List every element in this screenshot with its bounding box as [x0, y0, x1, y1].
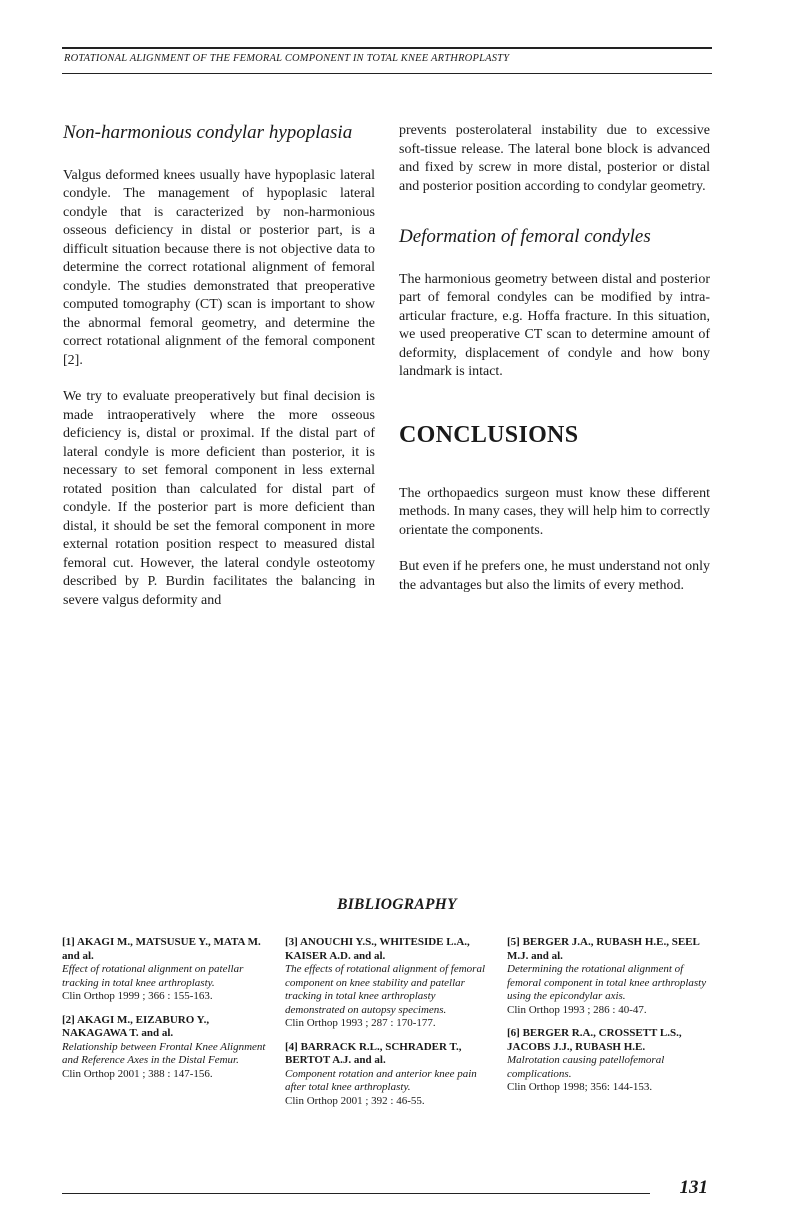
- bib-source: Clin Orthop 2001 ; 392 : 46-55.: [285, 1094, 425, 1107]
- paragraph: The harmonious geometry between distal and posterior part of femoral condyles can be modified by intra-articular fracture, e.g. Hoffa fracture. In this situation, we used preoperative CT scan to determine amount of deformity, displacement of condyle and how bony landmark is intact.: [399, 271, 710, 380]
- conclusions-heading: CONCLUSIONS: [399, 421, 579, 448]
- right-column: [399, 122, 710, 613]
- bib-source: Clin Orthop 2001 ; 388 : 147-156.: [62, 1067, 213, 1080]
- bib-source: Clin Orthop 1998; 356: 144-153.: [507, 1081, 653, 1093]
- bibliography-entry: [507, 1027, 711, 1095]
- bibliography-column: [285, 936, 489, 1118]
- bib-source: Clin Orthop 1993 ; 286 : 40-47.: [507, 1003, 647, 1016]
- bibliography-entry: [285, 936, 489, 1031]
- bib-title: Malrotation causing patellofemoral complications.: [507, 1054, 665, 1080]
- section-heading-deformation: Deformation of femoral condyles: [399, 226, 651, 247]
- section-heading-hypoplasia: Non-harmonious condylar hypoplasia: [63, 122, 353, 143]
- bib-source: Clin Orthop 1999 ; 366 : 155-163.: [62, 990, 213, 1002]
- bibliography-entry: [285, 1041, 489, 1109]
- bibliography-entry: [62, 1014, 266, 1082]
- footer-rule: [62, 1193, 650, 1194]
- page-number: 131: [679, 1177, 708, 1198]
- paragraph: Valgus deformed knees usually have hypoplasic lateral condyle. The management of hypoplasic lateral condyle that is caracterized by non-harmonious osseous deficiency in distal or posterior part, is a difficult situation because there is not objective data to determine the correct rotational alignment of femoral condyle. The studies demonstrated that preoperative computed tomography (CT) scan is important to show the abnormal femoral geometry, and determine the correct rotational alignment of the femoral component [2].: [63, 167, 375, 368]
- bibliography-entry: [62, 936, 266, 1004]
- bib-title: Effect of rotational alignment on patellar tracking in total knee arthroplasty.: [62, 963, 244, 989]
- bib-title: Component rotation and anterior knee pain after total knee arthroplasty.: [285, 1067, 477, 1093]
- paragraph: We try to evaluate preoperatively but final decision is made intraoperatively where the more osseous deficiency is, distal or proximal. If the distal part of lateral condyle is more deficient than posterior, it is necessary to set femoral component in less external rotated position than calculated for distal part of condyle. If the posterior part is more deficient than distal, it should be set the femoral component in more external rotation position respect to measured distal femoral cut. However, the lateral condyle osteotomy described by P. Burdin facilitates the balancing in severe valgus deformity and: [63, 389, 375, 608]
- bib-authors: [5] BERGER J.A., RUBASH H.E., SEEL M.J. and al.: [507, 936, 700, 962]
- bib-authors: [4] BARRACK R.L., SCHRADER T., BERTOT A.J. and al.: [285, 1040, 462, 1066]
- bib-title: The effects of rotational alignment of femoral component on knee stability and patellar tracking in total knee arthroplasty demonstrated on autopsy specimens.: [285, 963, 486, 1016]
- bib-authors: [6] BERGER R.A., CROSSETT L.S., JACOBS J.J., RUBASH H.E.: [507, 1027, 682, 1053]
- header-rule-top: [62, 47, 712, 49]
- bib-title: Determining the rotational alignment of femoral component in total knee arthroplasty using the epicondylar axis.: [507, 963, 707, 1002]
- bib-authors: [2] AKAGI M., EIZABURO Y., NAKAGAWA T. and al.: [62, 1013, 210, 1039]
- paragraph-continuation: prevents posterolateral instability due to excessive soft-tissue release. The lateral bone block is advanced and fixed by screw in more distal, posterior or distal and posterior position according to condylar geometry.: [399, 123, 710, 194]
- header-rule-bottom: [62, 73, 712, 74]
- bib-authors: [1] AKAGI M., MATSUSUE Y., MATA M. and al.: [62, 936, 261, 962]
- bib-title: Relationship between Frontal Knee Alignment and Reference Axes in the Distal Femur.: [62, 1040, 266, 1066]
- bib-authors: [3] ANOUCHI Y.S., WHITESIDE L.A., KAISER A.D. and al.: [285, 936, 470, 962]
- bibliography-title: BIBLIOGRAPHY: [337, 896, 457, 913]
- left-column: [63, 122, 375, 628]
- running-title: ROTATIONAL ALIGNMENT OF THE FEMORAL COMPONENT IN TOTAL KNEE ARTHROPLASTY: [64, 53, 510, 64]
- bibliography-entry: [507, 936, 711, 1017]
- paragraph: The orthopaedics surgeon must know these different methods. In many cases, they will help him to correctly orientate the components.: [399, 485, 710, 538]
- bibliography-column: [62, 936, 266, 1091]
- paragraph: But even if he prefers one, he must understand not only the advantages but also the limits of every method.: [399, 559, 710, 593]
- bibliography-column: [507, 936, 711, 1105]
- bib-source: Clin Orthop 1993 ; 287 : 170-177.: [285, 1017, 436, 1029]
